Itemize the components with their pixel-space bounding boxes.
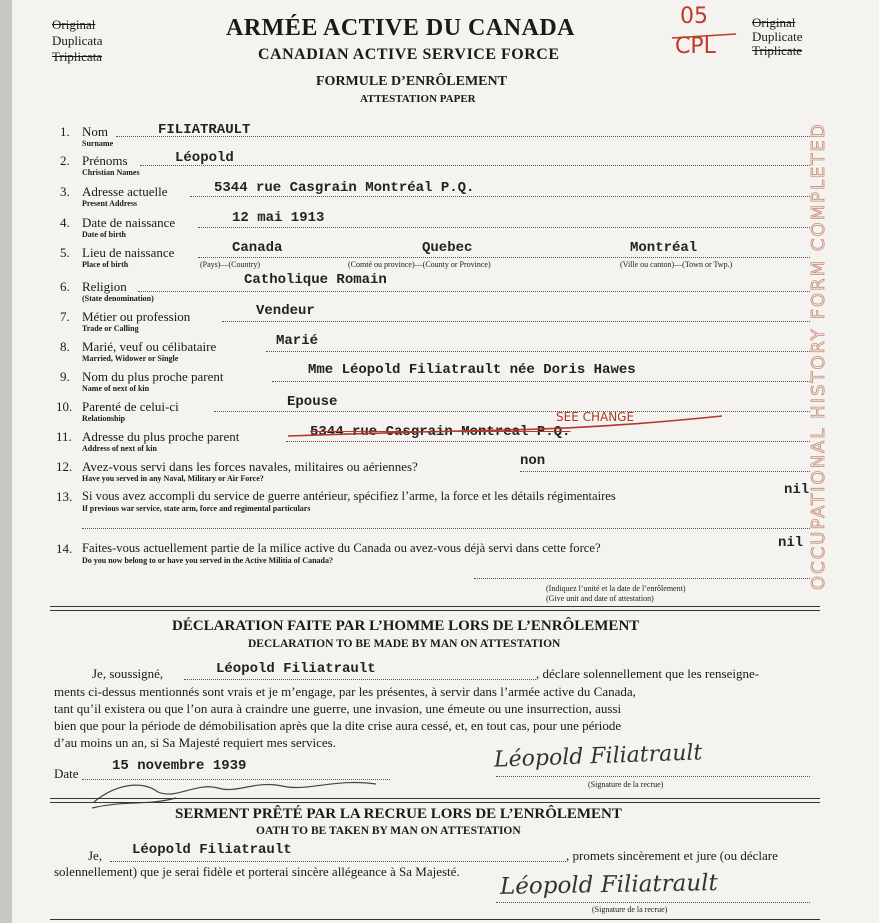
value-country: Canada (232, 240, 283, 256)
field-number: 3. (60, 184, 70, 199)
field-number: 8. (60, 339, 70, 354)
field-sub-next-of-kin: Name of next of kin (82, 384, 150, 393)
oath-title-en: OATH TO BE TAKEN BY MAN ON ATTESTATION (256, 825, 521, 837)
declaration-title-en: DECLARATION TO BE MADE BY MAN ON ATTESTATION (248, 638, 561, 650)
value-present-address: 5344 rue Casgrain Montréal P.Q. (214, 180, 475, 196)
oath-signature: Léopold Filiatrault (499, 870, 719, 900)
value-christian-names: Léopold (175, 150, 234, 166)
value-date-of-birth: 12 mai 1913 (232, 210, 325, 226)
field-line (140, 165, 810, 166)
value-town: Montréal (630, 240, 698, 256)
value-trade: Vendeur (256, 303, 315, 319)
field-line (190, 196, 810, 197)
field-line (222, 321, 810, 322)
value-war-service: nil (784, 482, 810, 498)
field-label-parente: Parenté de celui-ci (82, 399, 179, 414)
declaration-signature: Léopold Filiatrault (493, 740, 703, 773)
value-address-next-of-kin: 5344 rue Casgrain Montreal P.Q. (310, 424, 571, 440)
declaration-name: Léopold Filiatrault (216, 661, 376, 677)
copy-triplicate-right: Triplicate (752, 43, 803, 58)
field-line (184, 679, 536, 680)
oath-line-2: solennellement) que je serai fidèle et porterai sincère allégeance à Sa Majesté. (54, 864, 460, 879)
section-divider (50, 798, 820, 803)
field-number: 11. (56, 429, 72, 444)
field-number: 14. (56, 541, 73, 556)
declaration-line-3: tant qu’il existera ou que l’on aura à craindre une guerre, une invasion, une émeute ou une insurrection, aussi (54, 701, 622, 716)
oath-name: Léopold Filiatrault (132, 842, 292, 858)
field-sub-war-service: If previous war service, state arm, force and regimental particulars (82, 504, 311, 513)
value-surname: FILIATRAULT (158, 122, 251, 138)
unit-note-en: (Give unit and date of attestation) (546, 594, 654, 603)
field-line (198, 227, 810, 228)
field-line (474, 578, 810, 579)
form-title-en: ATTESTATION PAPER (360, 93, 476, 105)
field-label-date-naissance: Date de naissance (82, 215, 176, 230)
field-number: 4. (60, 215, 70, 230)
field-label-religion: Religion (82, 279, 127, 294)
field-label-proche-parent: Nom du plus proche parent (82, 369, 224, 384)
field-label-nom: Nom (82, 124, 108, 139)
declaration-line-4: bien que pour la période de démobilisation après que la dite crise aura cessé, et, en tout cas, pour une période (54, 718, 622, 733)
field-line (110, 861, 566, 862)
unit-note-fr: (Indiquez l’unité et la date de l’enrôlement) (546, 584, 686, 593)
copy-original-left: Original (52, 17, 96, 32)
declaration-line-1: , déclare solennellement que les renseigne- (536, 666, 760, 681)
field-sub-service: Have you served in any Naval, Military or Air Force? (82, 474, 264, 483)
field-number: 12. (56, 459, 73, 474)
field-label-adresse: Adresse actuelle (82, 184, 168, 199)
value-province: Quebec (422, 240, 473, 256)
field-number: 10. (56, 399, 73, 414)
form-title-fr: FORMULE D’ENRÔLEMENT (316, 74, 507, 89)
field-label-marie: Marié, veuf ou célibataire (82, 339, 217, 354)
copy-duplicate-right: Duplicate (752, 29, 803, 44)
field-number: 5. (60, 245, 70, 260)
field-sub-married: Married, Widower or Single (82, 354, 179, 363)
title-fr: ARMÉE ACTIVE DU CANADA (226, 15, 576, 41)
field-line (272, 381, 810, 382)
value-next-of-kin: Mme Léopold Filiatrault née Doris Hawes (308, 362, 636, 378)
oath-line-1: , promets sincèrement et jure (ou déclare (566, 848, 778, 863)
field-label-metier: Métier ou profession (82, 309, 191, 324)
field-sub-date-of-birth: Date of birth (82, 230, 126, 239)
field-sub-christian-names: Christian Names (82, 168, 140, 177)
field-sub-denomination: (State denomination) (82, 294, 154, 303)
field-label-war-service: Si vous avez accompli du service de guerre antérieur, spécifiez l’arme, la force et les détails régimentaires (82, 489, 616, 503)
field-label-service: Avez-vous servi dans les forces navales, militaires ou aériennes? (82, 459, 418, 474)
field-label-militia: Faites-vous actuellement partie de la milice active du Canada ou avez-vous déjà servi dans cette force? (82, 541, 601, 555)
declaration-title-fr: DÉCLARATION FAITE PAR L’HOMME LORS DE L’ENRÔLEMENT (172, 618, 640, 634)
oath-je: Je, (88, 848, 103, 863)
date-label: Date (54, 766, 79, 781)
field-line (520, 471, 810, 472)
declaration-je: Je, soussigné, (92, 666, 164, 681)
oath-title-fr: SERMENT PRÊTÉ PAR LA RECRUE LORS DE L’ENRÔLEMENT (175, 806, 622, 822)
field-line (82, 528, 810, 529)
field-sub-surname: Surname (82, 139, 114, 148)
declaration-line-2: ments ci-dessus mentionnés sont vrais et je m’engage, par les présentes, à servir dans l’armée active du Canada, (54, 684, 636, 699)
field-line (138, 291, 810, 292)
red-mark-cpl: CPL (675, 34, 716, 59)
field-sub-trade: Trade or Calling (82, 324, 139, 333)
page-edge (0, 0, 12, 923)
field-label-lieu-naissance: Lieu de naissance (82, 245, 175, 260)
field-sub-present-address: Present Address (82, 199, 138, 208)
copy-triplicata-left: Triplicata (52, 49, 103, 64)
red-strike-line (286, 412, 726, 442)
oath-signature-caption: (Signature de la recrue) (592, 905, 668, 914)
sub-province: (Comté ou province)—(County or Province) (348, 260, 491, 269)
field-number: 6. (60, 279, 70, 294)
field-number: 13. (56, 489, 73, 504)
occupational-history-stamp: OCCUPATIONAL HISTORY FORM COMPLETED (808, 122, 829, 590)
signature-line (496, 902, 810, 903)
value-marital-status: Marié (276, 333, 319, 349)
date-value: 15 novembre 1939 (112, 758, 247, 774)
signature-line (496, 776, 810, 777)
red-underline (670, 30, 740, 42)
value-religion: Catholique Romain (244, 272, 387, 288)
copy-duplicata-left: Duplicata (52, 33, 103, 48)
value-militia: nil (778, 535, 804, 551)
field-sub-address-next-of-kin: Address of next of kin (82, 444, 157, 453)
field-number: 1. (60, 124, 70, 139)
field-label-adresse-parent: Adresse du plus proche parent (82, 429, 240, 444)
value-relationship: Epouse (287, 394, 338, 410)
bottom-rule (50, 919, 820, 920)
sub-country: (Pays)—(Country) (200, 260, 260, 269)
copy-original-right: Original (752, 15, 796, 30)
field-line (266, 351, 810, 352)
value-previous-service: non (520, 453, 546, 469)
field-label-prenoms: Prénoms (82, 153, 128, 168)
red-mark-05: 05 (680, 4, 708, 29)
see-change-annotation: SEE CHANGE (556, 410, 635, 424)
field-sub-relationship: Relationship (82, 414, 126, 423)
sub-town: (Ville ou canton)—(Town or Twp.) (620, 260, 733, 269)
title-en: CANADIAN ACTIVE SERVICE FORCE (258, 46, 560, 63)
field-line (198, 257, 810, 258)
field-sub-militia: Do you now belong to or have you served in the Active Militia of Canada? (82, 556, 333, 565)
field-number: 2. (60, 153, 70, 168)
section-divider (50, 606, 820, 611)
declaration-signature-caption: (Signature de la recrue) (588, 780, 664, 789)
field-sub-place-of-birth: Place of birth (82, 260, 129, 269)
field-number: 9. (60, 369, 70, 384)
declaration-line-5: d’au moins un an, si Sa Majesté requiert mes services. (54, 735, 336, 750)
field-number: 7. (60, 309, 70, 324)
